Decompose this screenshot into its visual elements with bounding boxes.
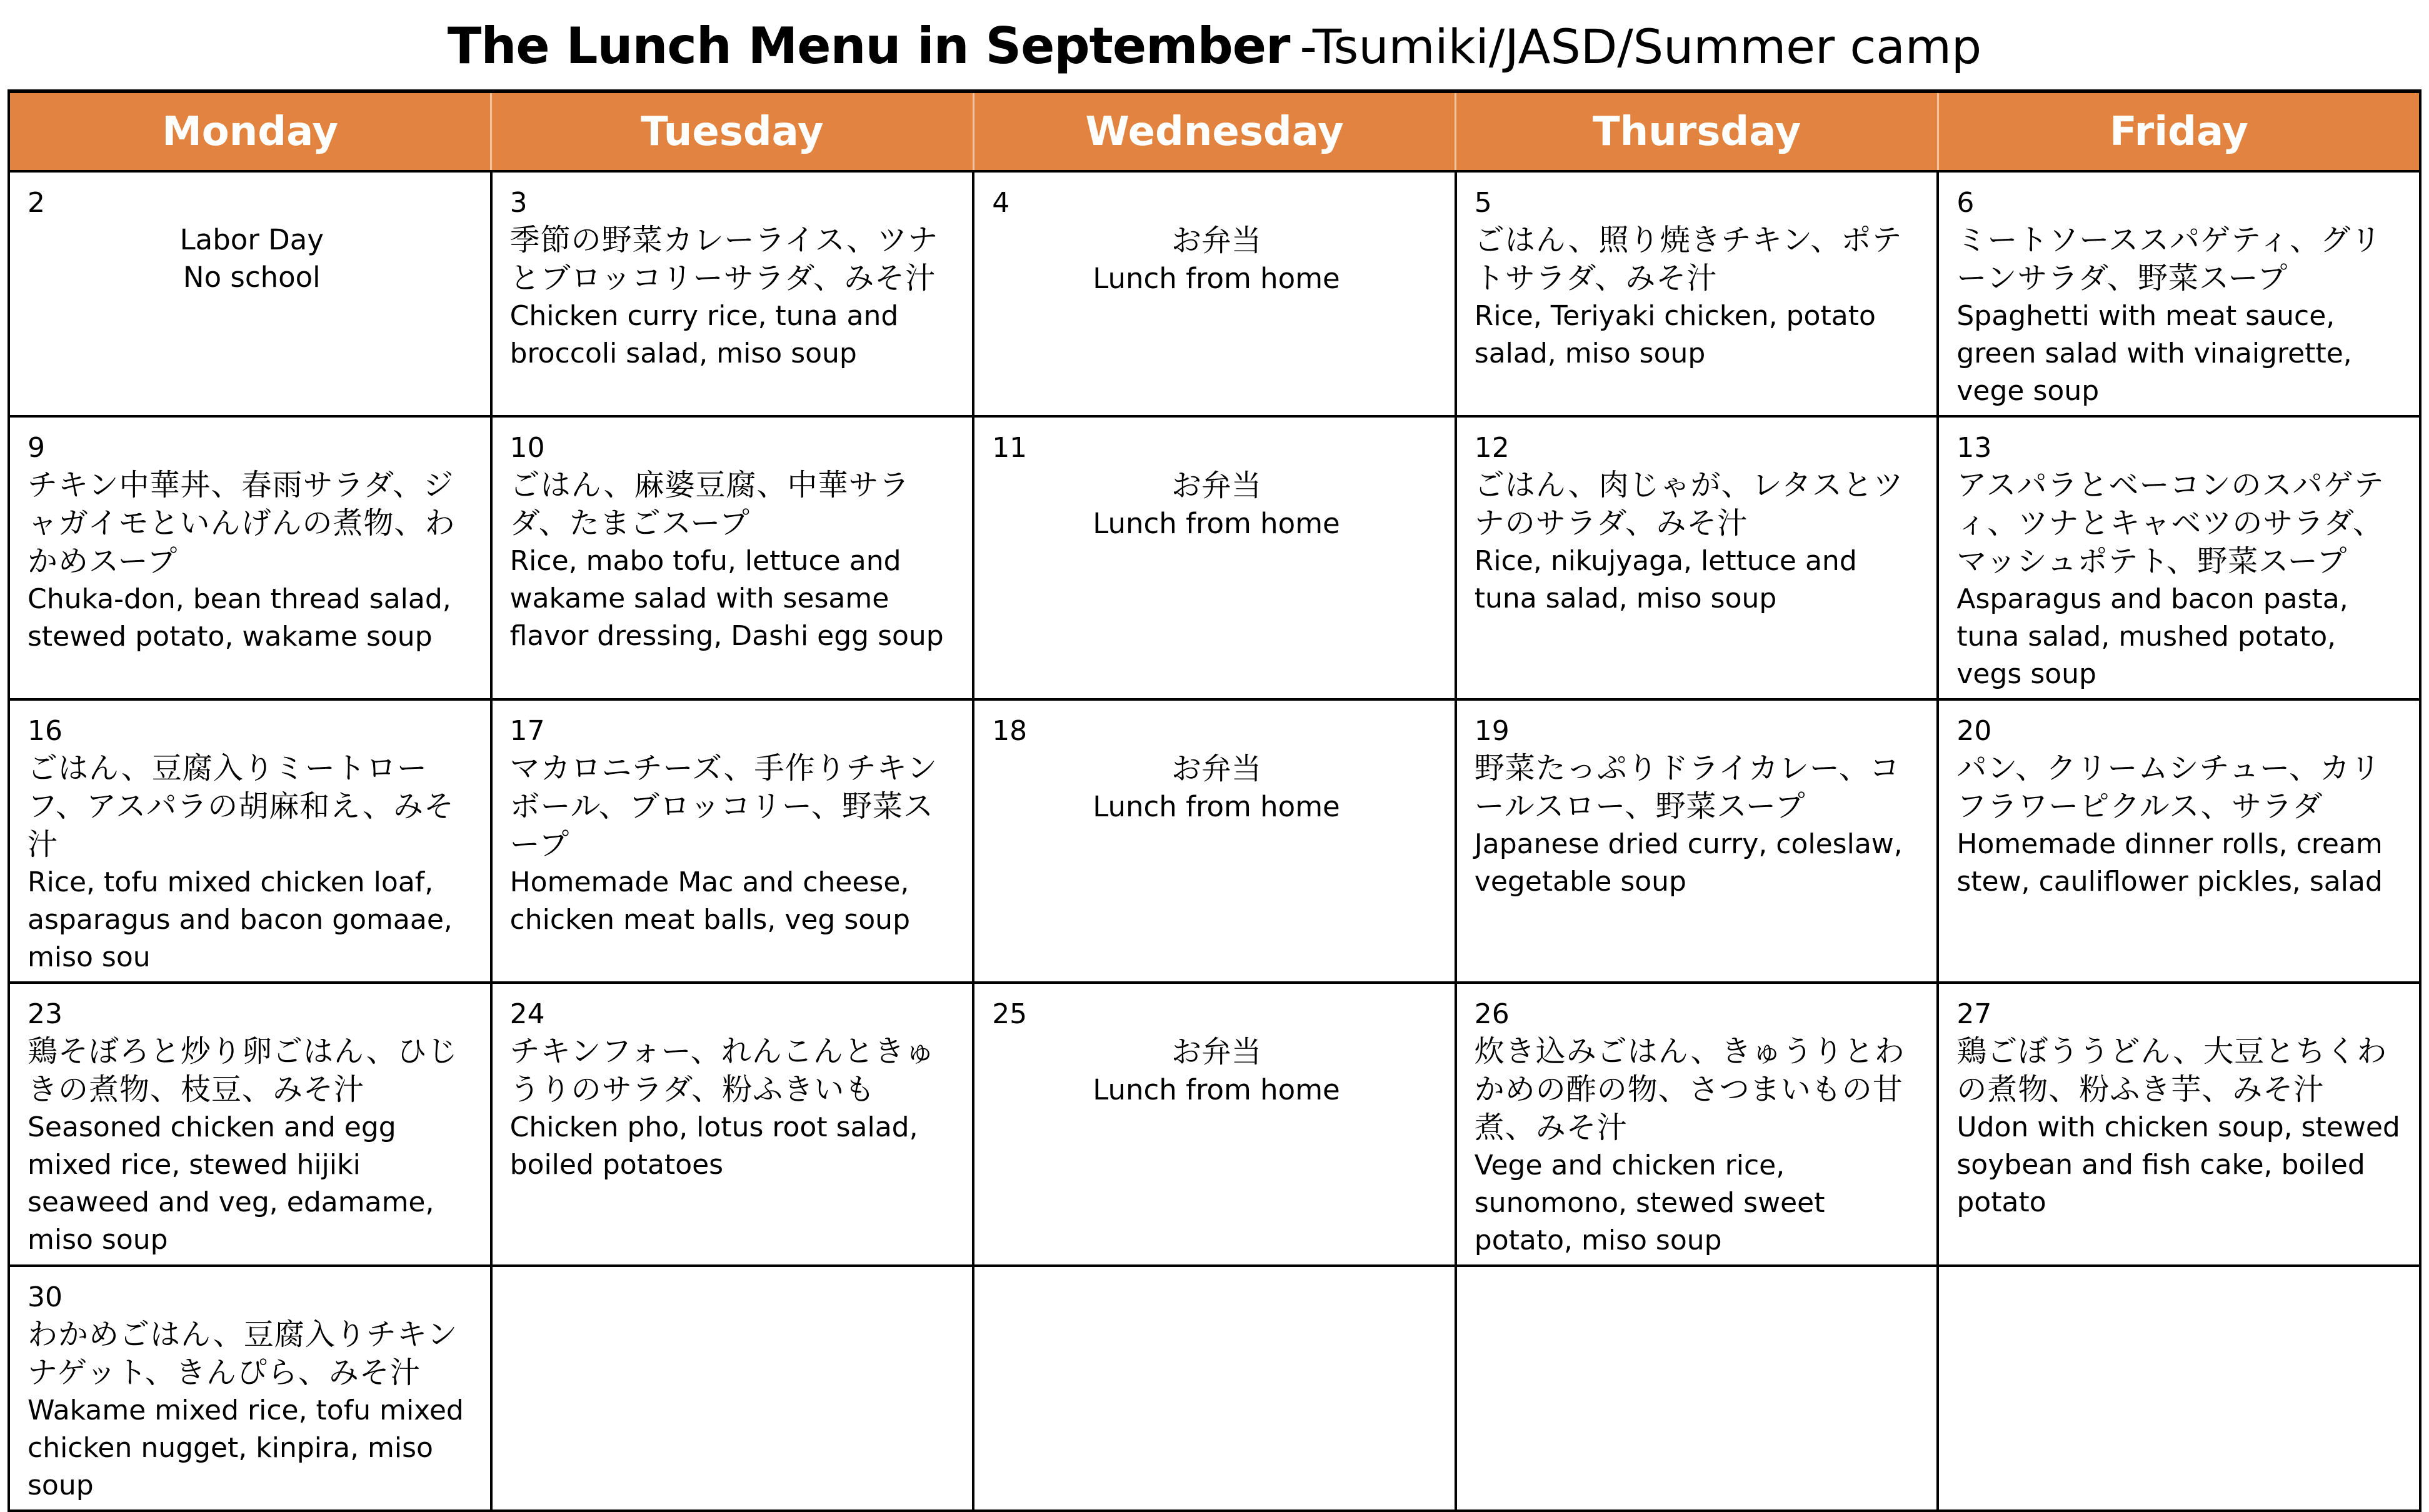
day-cell xyxy=(9,171,491,416)
menu-english: Chicken curry rice, tuna and broccoli salad, miso soup xyxy=(509,300,899,369)
menu-english: Rice, tofu mixed chicken loaf, asparagus and bacon gomaae, miso sou xyxy=(28,866,453,973)
menu-english: Wakame mixed rice, tofu mixed chicken nugget, kinpira, miso soup xyxy=(28,1394,464,1501)
day-cell xyxy=(1456,699,1938,983)
title-main: The Lunch Menu in September xyxy=(447,17,1290,75)
day-cell xyxy=(1456,983,1938,1266)
day-cell xyxy=(491,416,974,699)
menu-english: Japanese dried curry, coleslaw, vegetable soup xyxy=(1474,828,1903,898)
menu-english: Vege and chicken rice, sunomono, stewed sweet potato, miso soup xyxy=(1474,1149,1825,1256)
menu-japanese: ごはん、豆腐入りミートローフ、アスパラの胡麻和え、みそ汁 xyxy=(28,751,455,862)
header-wednesday: Wednesday xyxy=(973,91,1456,171)
menu-japanese: わかめごはん、豆腐入りチキンナゲット、きんぴら、みそ汁 xyxy=(28,1317,458,1390)
day-number: 25 xyxy=(992,998,1028,1030)
day-cell xyxy=(973,416,1456,699)
lunch-menu-calendar xyxy=(8,89,2421,1512)
bento-label: お弁当 xyxy=(1171,1034,1261,1069)
menu-english: Homemade dinner rolls, cream stew, cauliflower pickles, salad xyxy=(1956,828,2383,898)
bento-label: お弁当 xyxy=(1171,468,1261,503)
menu-english: Asparagus and bacon pasta, tuna salad, mushed potato, vegs soup xyxy=(1956,583,2348,690)
day-number: 12 xyxy=(1474,432,1510,464)
day-cell xyxy=(491,171,974,416)
menu-japanese: チキン中華丼、春雨サラダ、ジャガイモといんげんの煮物、わかめスープ xyxy=(28,468,456,579)
menu-japanese: ごはん、肉じゃが、レタスとツナのサラダ、みそ汁 xyxy=(1474,468,1904,541)
menu-english: Seasoned chicken and egg mixed rice, stewed hijiki seaweed and veg, edamame, miso soup xyxy=(28,1111,434,1256)
empty-day-cell xyxy=(1938,1266,2420,1511)
day-number: 27 xyxy=(1956,998,1992,1030)
holiday-label: Labor Day xyxy=(179,223,324,256)
empty-day-cell xyxy=(973,1266,1456,1511)
day-number: 19 xyxy=(1474,715,1510,747)
menu-english: Chicken pho, lotus root salad, boiled potatoes xyxy=(509,1111,918,1181)
day-cell xyxy=(973,171,1456,416)
header-friday: Friday xyxy=(1938,91,2420,171)
weekday-header-row xyxy=(9,91,2420,171)
week-row xyxy=(9,416,2420,699)
menu-japanese: ごはん、麻婆豆腐、中華サラダ、たまごスープ xyxy=(509,468,910,541)
menu-japanese: アスパラとベーコンのスパゲティ、ツナとキャベツのサラダ、マッシュポテト、野菜スープ xyxy=(1956,468,2385,579)
day-number: 30 xyxy=(28,1281,63,1313)
day-number: 17 xyxy=(509,715,545,747)
menu-english: Udon with chicken soup, stewed soybean and fish cake, boiled potato xyxy=(1956,1111,2400,1218)
day-number: 2 xyxy=(28,187,45,219)
day-cell xyxy=(9,416,491,699)
week-row xyxy=(9,171,2420,416)
day-number: 9 xyxy=(28,432,45,464)
day-cell xyxy=(1938,171,2420,416)
menu-japanese: ミートソーススパゲティ、グリーンサラダ、野菜スープ xyxy=(1956,223,2382,296)
day-number: 23 xyxy=(28,998,63,1030)
header-thursday: Thursday xyxy=(1456,91,1938,171)
week-row xyxy=(9,983,2420,1266)
day-cell xyxy=(1456,171,1938,416)
menu-english: Rice, mabo tofu, lettuce and wakame salad with sesame flavor dressing, Dashi egg soup xyxy=(509,545,944,652)
empty-day-cell xyxy=(1456,1266,1938,1511)
bento-note: Lunch from home xyxy=(1093,1073,1340,1106)
menu-japanese: ごはん、照り焼きチキン、ポテトサラダ、みそ汁 xyxy=(1474,223,1903,296)
day-number: 4 xyxy=(992,187,1010,219)
day-cell xyxy=(973,699,1456,983)
week-row xyxy=(9,1266,2420,1511)
menu-japanese: パン、クリームシチュー、カリフラワーピクルス、サラダ xyxy=(1956,751,2381,824)
day-cell xyxy=(1938,416,2420,699)
day-cell xyxy=(1938,699,2420,983)
menu-japanese: 季節の野菜カレーライス、ツナとブロッコリーサラダ、みそ汁 xyxy=(509,223,939,296)
holiday-note: No school xyxy=(183,261,321,294)
menu-japanese: マカロニチーズ、手作りチキンボール、ブロッコリー、野菜スープ xyxy=(509,751,938,862)
day-number: 6 xyxy=(1956,187,1975,219)
day-number: 16 xyxy=(28,715,63,747)
day-cell xyxy=(1456,416,1938,699)
day-number: 13 xyxy=(1956,432,1992,464)
day-number: 3 xyxy=(509,187,528,219)
bento-label: お弁当 xyxy=(1171,223,1261,258)
day-cell xyxy=(9,699,491,983)
header-monday: Monday xyxy=(9,91,491,171)
day-number: 5 xyxy=(1474,187,1492,219)
menu-japanese: 野菜たっぷりドライカレー、コールスロー、野菜スープ xyxy=(1474,751,1900,824)
bento-note: Lunch from home xyxy=(1093,507,1340,540)
day-number: 11 xyxy=(992,432,1028,464)
day-cell xyxy=(491,983,974,1266)
menu-english: Rice, nikujyaga, lettuce and tuna salad, miso soup xyxy=(1474,545,1857,614)
title-sub: -Tsumiki/JASD/Summer camp xyxy=(1300,19,1982,74)
day-number: 18 xyxy=(992,715,1028,747)
page-title xyxy=(0,9,2429,84)
header-tuesday: Tuesday xyxy=(491,91,974,171)
day-cell xyxy=(491,699,974,983)
menu-english: Spaghetti with meat sauce, green salad with vinaigrette, vege soup xyxy=(1956,300,2352,407)
day-cell xyxy=(9,1266,491,1511)
day-cell xyxy=(973,983,1456,1266)
menu-english: Chuka-don, bean thread salad, stewed potato, wakame soup xyxy=(28,583,451,653)
day-number: 24 xyxy=(509,998,545,1030)
menu-english: Homemade Mac and cheese, chicken meat balls, veg soup xyxy=(509,866,910,936)
day-cell xyxy=(9,983,491,1266)
bento-note: Lunch from home xyxy=(1093,262,1340,295)
week-row xyxy=(9,699,2420,983)
bento-note: Lunch from home xyxy=(1093,790,1340,823)
day-number: 10 xyxy=(509,432,545,464)
day-cell xyxy=(1938,983,2420,1266)
menu-japanese: チキンフォー、れんこんときゅうりのサラダ、粉ふきいも xyxy=(509,1034,936,1107)
day-number: 26 xyxy=(1474,998,1510,1030)
menu-english: Rice, Teriyaki chicken, potato salad, miso soup xyxy=(1474,300,1876,369)
day-number: 20 xyxy=(1956,715,1992,747)
menu-japanese: 鶏そぼろと炒り卵ごはん、ひじきの煮物、枝豆、みそ汁 xyxy=(28,1034,458,1107)
menu-japanese: 鶏ごぼううどん、大豆とちくわの煮物、粉ふき芋、みそ汁 xyxy=(1956,1034,2388,1107)
empty-day-cell xyxy=(491,1266,974,1511)
menu-japanese: 炊き込みごはん、きゅうりとわかめの酢の物、さつまいもの甘煮、みそ汁 xyxy=(1474,1034,1905,1145)
bento-label: お弁当 xyxy=(1171,751,1261,786)
